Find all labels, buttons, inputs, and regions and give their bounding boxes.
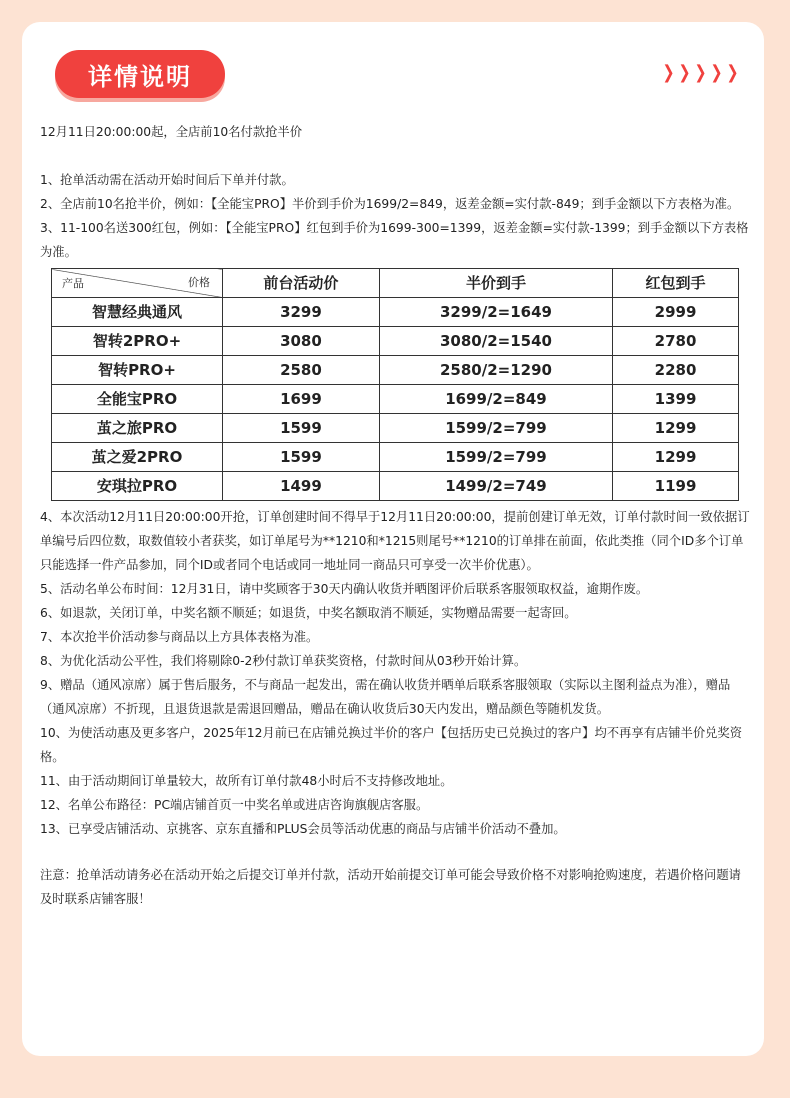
rule-item: 12、名单公布路径：PC端店铺首页一中奖名单或进店咨询旗舰店客服。 — [40, 798, 429, 812]
column-header: 半价到手 — [379, 269, 612, 298]
activity-price: 1599 — [223, 443, 380, 472]
table-row — [52, 298, 739, 327]
red-packet-price: 1199 — [613, 472, 739, 501]
price-table — [51, 268, 739, 501]
chevron-arrows — [661, 62, 740, 83]
rule-item: 5、活动名单公布时间：12月31日，请中奖顾客于30天内确认收货并晒图评价后联系客服领取权益，逾期作废。 — [40, 582, 649, 596]
chevron-right-icon: ❯ — [726, 62, 739, 83]
table-corner-cell — [52, 269, 223, 298]
details-card — [22, 22, 764, 1056]
product-name: 全能宝PRO — [52, 385, 223, 414]
notice-text: 注意：抢单活动请务必在活动开始之后提交订单并付款，活动开始前提交订单可能会导致价格不对影响抢购速度，若遇价格问题请及时联系店铺客服！ — [40, 868, 741, 906]
half-price: 1499/2=749 — [379, 472, 612, 501]
details-body — [40, 120, 752, 911]
half-price: 3080/2=1540 — [379, 327, 612, 356]
table-header-row — [52, 269, 739, 298]
activity-price: 1499 — [223, 472, 380, 501]
half-price: 1599/2=799 — [379, 443, 612, 472]
half-price: 2580/2=1290 — [379, 356, 612, 385]
rule-item: 10、为使活动惠及更多客户，2025年12月前已在店铺兑换过半价的客户【包括历史已兑换过的客户】均不再享有店铺半价兑奖资格。 — [40, 726, 743, 764]
table-row — [52, 472, 739, 501]
rule-item: 4、本次活动12月11日20:00:00开抢，订单创建时间不得早于12月11日20:00:00，提前创建订单无效，订单付款时间一致依据订单编号后四位数，取数值较小者获奖，如订单尾号为**1210和*1215则尾号**1210的订单排在前面，依此类推（同个ID多个订单只能选择一件产品参加，同个ID或者同个电话或同一地址同一商品只可享受一次半价优惠）。 — [40, 510, 750, 572]
rule-item: 1、抢单活动需在活动开始时间后下单并付款。 — [40, 173, 294, 187]
rule-item: 9、赠品（通风凉席）属于售后服务，不与商品一起发出，需在确认收货并晒单后联系客服领取（实际以主图利益点为准），赠品（通风凉席）不折现，且退货退款是需退回赠品，赠品在确认收货后30天内发出，赠品颜色等随机发货。 — [40, 678, 731, 716]
activity-price: 1699 — [223, 385, 380, 414]
corner-price-label: 价格 — [188, 276, 210, 289]
rule-item: 7、本次抢半价活动参与商品以上方具体表格为准。 — [40, 630, 319, 644]
column-header: 红包到手 — [613, 269, 739, 298]
product-name: 茧之爱2PRO — [52, 443, 223, 472]
product-name: 智转2PRO+ — [52, 327, 223, 356]
section-title: 详情说明 — [55, 50, 225, 98]
activity-price: 3299 — [223, 298, 380, 327]
red-packet-price: 1299 — [613, 443, 739, 472]
product-name: 智慧经典通风 — [52, 298, 223, 327]
product-name: 安琪拉PRO — [52, 472, 223, 501]
table-row — [52, 327, 739, 356]
half-price: 3299/2=1649 — [379, 298, 612, 327]
intro-text: 12月11日20:00:00起，全店前10名付款抢半价 — [40, 125, 303, 139]
activity-price: 1599 — [223, 414, 380, 443]
red-packet-price: 2780 — [613, 327, 739, 356]
half-price: 1699/2=849 — [379, 385, 612, 414]
table-row — [52, 414, 739, 443]
table-row — [52, 385, 739, 414]
red-packet-price: 1399 — [613, 385, 739, 414]
product-name: 茧之旅PRO — [52, 414, 223, 443]
table-row — [52, 443, 739, 472]
red-packet-price: 2280 — [613, 356, 739, 385]
rule-item: 3、11-100名送300红包，例如：【全能宝PRO】红包到手价为1699-300=1399，返差金额=实付款-1399；到手金额以下方表格为准。 — [40, 221, 749, 259]
corner-product-label: 产品 — [62, 277, 84, 290]
chevron-right-icon: ❯ — [662, 62, 675, 83]
rule-item: 6、如退款，关闭订单，中奖名额不顺延；如退货，中奖名额取消不顺延，实物赠品需要一起寄回。 — [40, 606, 577, 620]
chevron-right-icon: ❯ — [710, 62, 723, 83]
rule-item: 11、由于活动期间订单量较大，故所有订单付款48小时后不支持修改地址。 — [40, 774, 453, 788]
half-price: 1599/2=799 — [379, 414, 612, 443]
red-packet-price: 1299 — [613, 414, 739, 443]
rule-item: 2、全店前10名抢半价，例如：【全能宝PRO】半价到手价为1699/2=849，返差金额=实付款-849；到手金额以下方表格为准。 — [40, 197, 740, 211]
red-packet-price: 2999 — [613, 298, 739, 327]
rule-item: 13、已享受店铺活动、京挑客、京东直播和PLUS会员等活动优惠的商品与店铺半价活动不叠加。 — [40, 822, 566, 836]
chevron-right-icon: ❯ — [694, 62, 707, 83]
product-name: 智转PRO+ — [52, 356, 223, 385]
table-row — [52, 356, 739, 385]
activity-price: 3080 — [223, 327, 380, 356]
chevron-right-icon: ❯ — [678, 62, 691, 83]
activity-price: 2580 — [223, 356, 380, 385]
column-header: 前台活动价 — [223, 269, 380, 298]
rule-item: 8、为优化活动公平性，我们将剔除0-2秒付款订单获奖资格，付款时间从03秒开始计算。 — [40, 654, 527, 668]
